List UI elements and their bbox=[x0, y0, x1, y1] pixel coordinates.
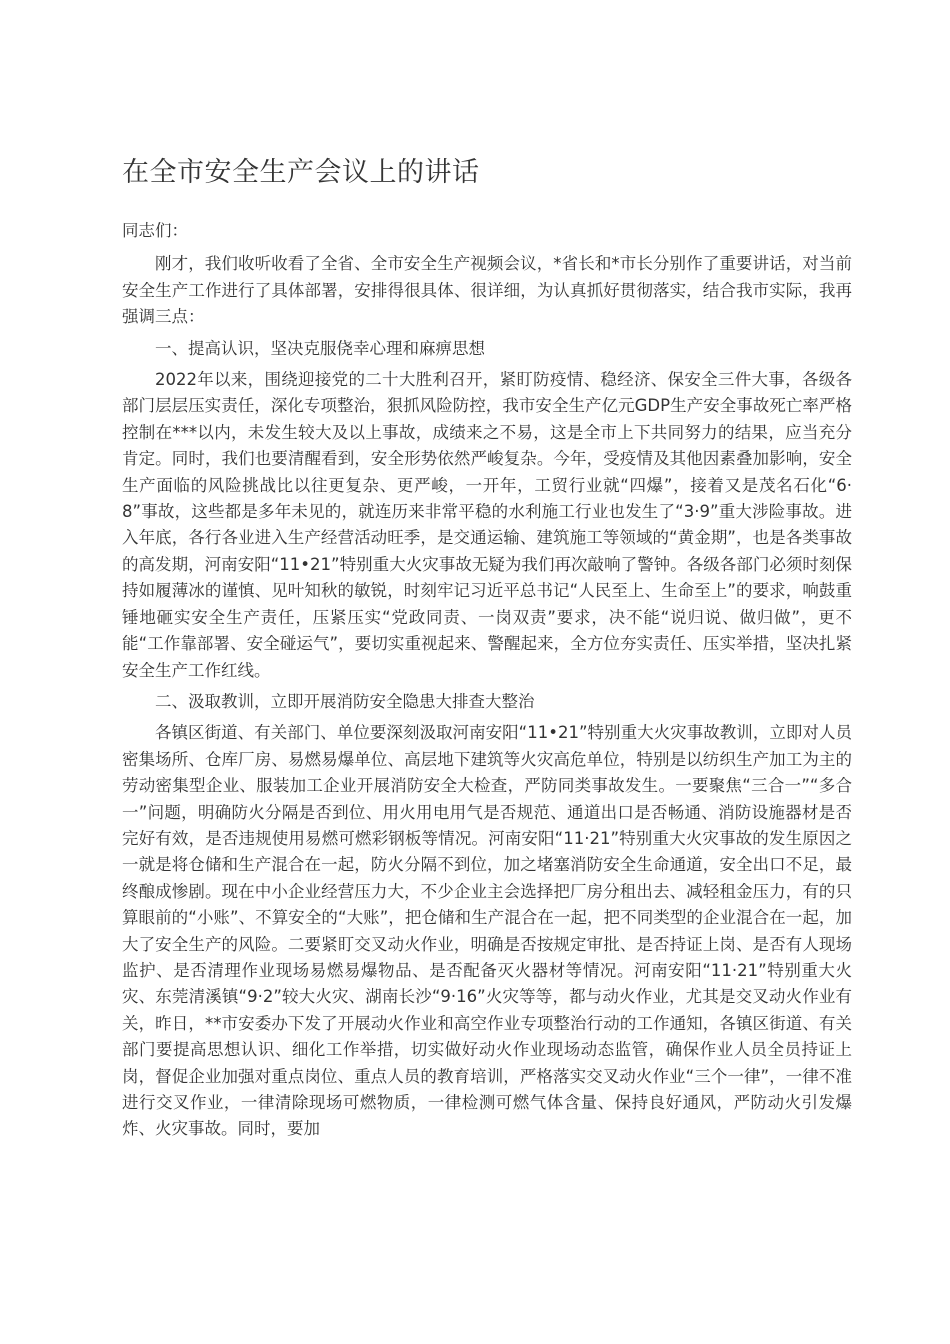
paragraph-section-1: 2022年以来，围绕迎接党的二十大胜利召开，紧盯防疫情、稳经济、保安全三件大事，各级各部门层层压实责任，深化专项整治，狠抓风险防控，我市安全生产亿元GDP生产安全事故死亡率严格控制在***以内，未发生较大及以上事故，成绩来之不易，这是全市上下共同努力的结果，应当充分肯定。同时，我们也要清醒看到，安全形势依然严峻复杂。今年，受疫情及其他因素叠加影响，安全生产面临的风险挑战比以往更复杂、更严峻，一开年，工贸行业就“四爆”，接着又是茂名石化“6·8”事故，这些都是多年未见的，就连历来非常平稳的水利施工行业也发生了“3·9”重大涉险事故。进入年底，各行各业进入生产经营活动旺季，是交通运输、建筑施工等领域的“黄金期”，也是各类事故的高发期，河南安阳“11•21”特别重大火灾事故无疑为我们再次敲响了警钟。各级各部门必须时刻保持如履薄冰的谨慎、见叶知秋的敏锐，时刻牢记习近平总书记“人民至上、生命至上”的要求，响鼓重锤地砸实安全生产责任，压紧压实“党政同责、一岗双责”要求，决不能“说归说、做归做”，更不能“工作靠部署、安全碰运气”，要切实重视起来、警醒起来，全方位夯实责任、压实举措，坚决扎紧安全生产工作红线。 bbox=[122, 370, 852, 680]
paragraph-section-2: 各镇区街道、有关部门、单位要深刻汲取河南安阳“11•21”特别重大火灾事故教训，立即对人员密集场所、仓库厂房、易燃易爆单位、高层地下建筑等火灾高危单位，特别是以纺织生产加工为主的劳动密集型企业、服装加工企业开展消防安全大检查，严防同类事故发生。一要聚焦“三合一”“多合一”问题，明确防火分隔是否到位、用火用电用气是否规范、通道出口是否畅通、消防设施器材是否完好有效，是否违规使用易燃可燃彩钢板等情况。河南安阳“11·21”特别重大火灾事故的发生原因之一就是将仓储和生产混合在一起，防火分隔不到位，加之堵塞消防安全生命通道，安全出口不足，最终酿成惨剧。现在中小企业经营压力大，不少企业主会选择把厂房分租出去、减轻租金压力，有的只算眼前的“小账”、不算安全的“大账”，把仓储和生产混合在一起，把不同类型的企业混合在一起，加大了安全生产的风险。二要紧盯交叉动火作业，明确是否按规定审批、是否持证上岗、是否有人现场监护、是否清理作业现场易燃易爆物品、是否配备灭火器材等情况。河南安阳“11·21”特别重大火灾、东莞清溪镇“9·2”较大火灾、湖南长沙“9·16”火灾等等，都与动火作业，尤其是交叉动火作业有关，昨日，**市安委办下发了开展动火作业和高空作业专项整治行动的工作通知，各镇区街道、有关部门要提高思想认识、细化工作举措，切实做好动火作业现场动态监管，确保作业人员全员持证上岗，督促企业加强对重点岗位、重点人员的教育培训，严格落实交叉动火作业“三个一律”，一律不准进行交叉作业，一律清除现场可燃物质，一律检测可燃气体含量、保持良好通风，严防动火引发爆炸、火灾事故。同时，要加 bbox=[122, 723, 852, 1139]
section-heading-2: 二、汲取教训，立即开展消防安全隐患大排查大整治 bbox=[155, 691, 535, 711]
section-heading-1: 一、提高认识，坚决克服侥幸心理和麻痹思想 bbox=[155, 338, 485, 358]
paragraph-intro: 刚才，我们收听收看了全省、全市安全生产视频会议，*省长和*市长分别作了重要讲话，对当前安全生产工作进行了具体部署，安排得很具体、很详细，为认真抓好贯彻落实，结合我市实际，我再强调三点： bbox=[122, 254, 852, 327]
greeting: 同志们： bbox=[122, 221, 188, 240]
document-title: 在全市安全生产会议上的讲话 bbox=[122, 157, 480, 188]
document-page bbox=[122, 150, 852, 1143]
